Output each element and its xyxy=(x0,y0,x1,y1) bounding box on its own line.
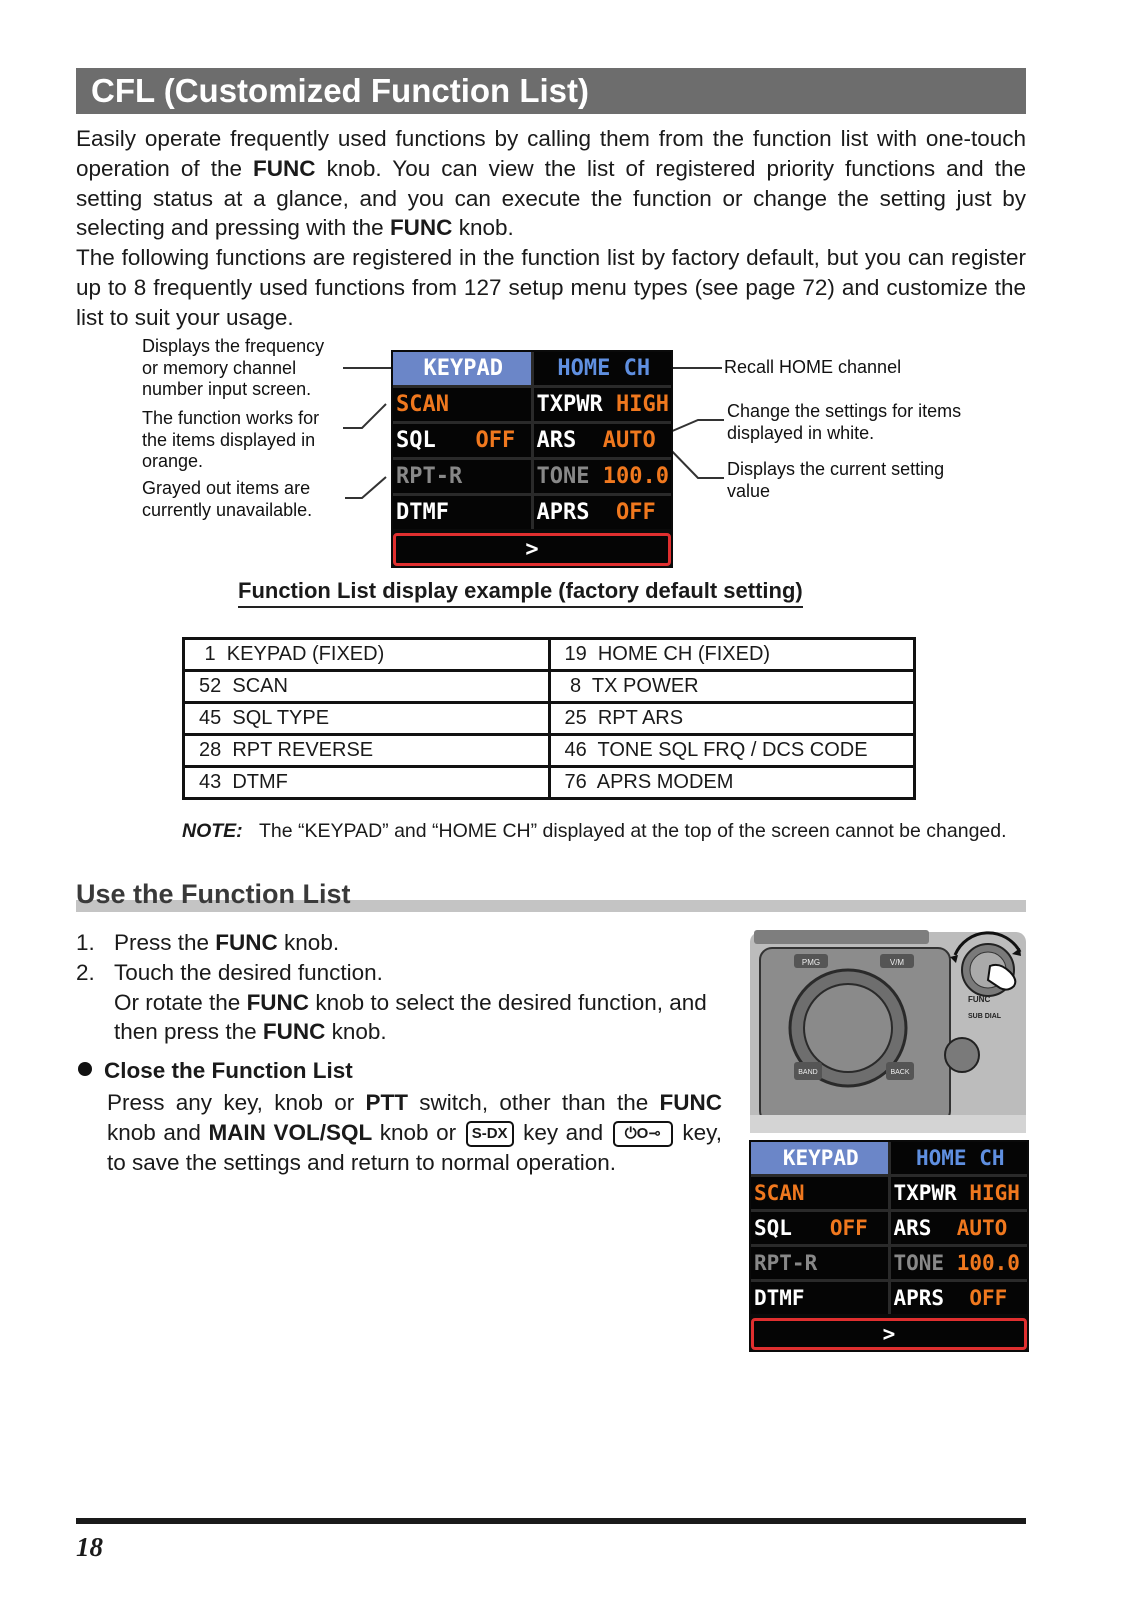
function-cell[interactable] xyxy=(393,352,531,385)
text: switch, other than the xyxy=(408,1090,660,1115)
function-value: AUTO xyxy=(956,1216,1008,1240)
function-cell[interactable] xyxy=(393,496,531,529)
text: knob and xyxy=(107,1119,209,1145)
table-row xyxy=(184,671,915,703)
footer-rule xyxy=(76,1518,1026,1524)
table-cell: 46 TONE SQL FRQ / DCS CODE xyxy=(549,735,915,767)
function-label: ARS xyxy=(536,428,603,453)
step-number: 2. xyxy=(76,959,95,985)
table-cell: 19 HOME CH (FIXED) xyxy=(549,639,915,671)
step-text: knob to select the desired function, and then press the xyxy=(114,989,707,1045)
steps-list xyxy=(76,928,726,1047)
function-label: APRS xyxy=(893,1286,970,1310)
annotation-white: Change the settings for items displayed in white. xyxy=(727,401,962,443)
function-value: OFF xyxy=(615,500,656,525)
function-value: AUTO xyxy=(602,428,656,453)
radio-label-vm: V/M xyxy=(889,958,905,967)
function-value: 100.0 xyxy=(956,1251,1020,1275)
function-label: TONE xyxy=(536,464,603,489)
function-label: KEYPAD xyxy=(423,356,503,381)
function-cell[interactable] xyxy=(534,496,672,529)
func-keyword: FUNC xyxy=(659,1090,722,1115)
intro-text-span: Easily operate frequently used functions by calling them from the function list with one-touch operation of the xyxy=(76,126,1026,181)
lcd-grid xyxy=(393,352,671,529)
text: Press any key, knob or xyxy=(107,1090,366,1115)
table-row xyxy=(184,703,915,735)
annotation-gray: Grayed out items are currently unavailable. xyxy=(142,478,313,520)
step-text: Touch the desired function. xyxy=(114,959,383,985)
function-cell[interactable] xyxy=(393,424,531,457)
ptt-keyword: PTT xyxy=(365,1090,409,1115)
function-label: SQL xyxy=(754,1216,830,1240)
note-text: The “KEYPAD” and “HOME CH” displayed at the top of the screen cannot be changed. xyxy=(259,820,1007,842)
func-keyword: FUNC xyxy=(262,1019,326,1045)
note xyxy=(182,818,1026,870)
function-cell[interactable] xyxy=(751,1142,888,1174)
figure-caption: Function List display example (factory default setting) xyxy=(238,578,803,608)
text: key, to save the settings and return to normal operation. xyxy=(107,1119,722,1175)
function-label: ARS xyxy=(893,1216,957,1240)
function-cell[interactable] xyxy=(393,388,531,421)
step-number: 1. xyxy=(76,930,95,955)
function-value: OFF xyxy=(829,1216,868,1240)
function-cell[interactable] xyxy=(891,1177,1028,1209)
function-label: TXPWR xyxy=(893,1181,970,1205)
table-cell: 76 APRS MODEM xyxy=(549,767,915,799)
annotation-keypad: Displays the frequency or memory channel number input screen. xyxy=(142,336,325,399)
function-cell[interactable] xyxy=(891,1212,1028,1244)
function-label: HOME CH xyxy=(557,356,651,381)
function-value: HIGH xyxy=(615,392,669,417)
function-cell[interactable] xyxy=(534,388,672,421)
table-cell: 1 KEYPAD (FIXED) xyxy=(184,639,550,671)
step-2-sub xyxy=(76,988,726,1048)
page-title: CFL (Customized Function List) xyxy=(76,68,1026,114)
text: knob or xyxy=(372,1119,464,1145)
annotation-orange: The function works for the items displayed in orange. xyxy=(142,408,320,471)
chevron-right-icon: > xyxy=(525,537,539,562)
function-label: SQL xyxy=(396,428,476,453)
function-label: RPT-R xyxy=(396,464,463,489)
radio-label-func: FUNC xyxy=(968,995,991,1004)
function-list-display xyxy=(391,350,673,568)
step-text: Press the xyxy=(114,930,216,955)
table-cell: 25 RPT ARS xyxy=(549,703,915,735)
close-function-list-heading xyxy=(78,1058,353,1084)
function-cell[interactable] xyxy=(891,1247,1028,1279)
intro-paragraph-2: The following functions are registered in the function list by factory default, but you can register up to 8 frequently used functions from 127 setup menu types (see page 72) and customize the list to suit your usage. xyxy=(76,245,1026,330)
heading-text: Close the Function List xyxy=(104,1058,353,1083)
intro-text-span: knob. xyxy=(452,215,514,241)
function-label: RPT-R xyxy=(754,1251,818,1275)
table-cell: 8 TX POWER xyxy=(549,671,915,703)
function-value: 100.0 xyxy=(602,464,669,489)
table-cell: 28 RPT REVERSE xyxy=(184,735,550,767)
annotation-home: Recall HOME channel xyxy=(724,357,902,377)
func-keyword: FUNC xyxy=(389,215,453,241)
function-label: DTMF xyxy=(396,500,449,525)
function-cell[interactable] xyxy=(534,352,672,385)
function-cell[interactable] xyxy=(891,1142,1028,1174)
function-cell[interactable] xyxy=(751,1177,888,1209)
function-value: OFF xyxy=(969,1286,1008,1310)
table-row xyxy=(184,767,915,799)
sdx-key-icon: S-DX xyxy=(466,1121,514,1147)
function-label: KEYPAD xyxy=(782,1146,859,1170)
close-function-list-text xyxy=(107,1088,722,1177)
function-cell[interactable] xyxy=(751,1247,888,1279)
function-label: TXPWR xyxy=(536,392,616,417)
function-label: SCAN xyxy=(396,392,449,417)
step-text: knob. xyxy=(325,1019,387,1045)
function-label: HOME CH xyxy=(915,1146,1005,1170)
text: key and xyxy=(515,1119,611,1145)
radio-label-back: BACK xyxy=(890,1069,910,1076)
step-2 xyxy=(76,958,726,988)
annotation-current: Displays the current setting value xyxy=(727,459,945,501)
intro-text-span: knob. You can view the list of registered priority functions and the setting status at a glance, and you can execute the function or change the setting just by selecting and pressing with the xyxy=(76,155,1027,241)
function-list-display-small xyxy=(749,1140,1029,1352)
next-page-button[interactable] xyxy=(393,533,671,566)
function-label: DTMF xyxy=(754,1286,805,1310)
table-row xyxy=(184,639,915,671)
table-cell: 52 SCAN xyxy=(184,671,550,703)
function-cell[interactable] xyxy=(891,1282,1028,1314)
lcd-grid xyxy=(751,1142,1027,1314)
function-label: TONE xyxy=(893,1251,957,1275)
next-page-button[interactable] xyxy=(751,1318,1027,1350)
function-value: OFF xyxy=(475,428,516,453)
function-cell[interactable] xyxy=(751,1212,888,1244)
vol-sql-keyword: MAIN VOL/SQL xyxy=(208,1119,373,1145)
function-label: SCAN xyxy=(754,1181,805,1205)
radio-label-pmg: PMG xyxy=(801,958,821,967)
function-value: HIGH xyxy=(969,1181,1020,1205)
default-functions-table xyxy=(182,637,916,800)
func-keyword: FUNC xyxy=(215,930,278,955)
bullet-icon xyxy=(78,1062,92,1076)
table-cell: 45 SQL TYPE xyxy=(184,703,550,735)
power-lock-key-icon: ⏻O⊸ xyxy=(613,1121,673,1147)
radio-label-sub-dial: SUB DIAL xyxy=(968,1013,1002,1020)
function-cell[interactable] xyxy=(751,1282,888,1314)
page-number: 18 xyxy=(76,1532,103,1562)
step-1 xyxy=(76,928,726,958)
radio-label-band: BAND xyxy=(798,1069,818,1076)
table-cell: 43 DTMF xyxy=(184,767,550,799)
function-cell[interactable] xyxy=(393,460,531,493)
function-label: APRS xyxy=(536,500,616,525)
radio-illustration xyxy=(750,930,1026,1135)
func-keyword: FUNC xyxy=(246,989,310,1015)
step-text: knob. xyxy=(277,930,340,955)
chevron-right-icon: > xyxy=(882,1322,896,1346)
step-text: Or rotate the xyxy=(114,989,247,1015)
func-keyword: FUNC xyxy=(253,155,316,181)
table-row xyxy=(184,735,915,767)
note-label: NOTE: xyxy=(182,820,243,842)
function-cell[interactable] xyxy=(534,460,672,493)
function-cell[interactable] xyxy=(534,424,672,457)
section-title: Use the Function List xyxy=(76,879,351,909)
